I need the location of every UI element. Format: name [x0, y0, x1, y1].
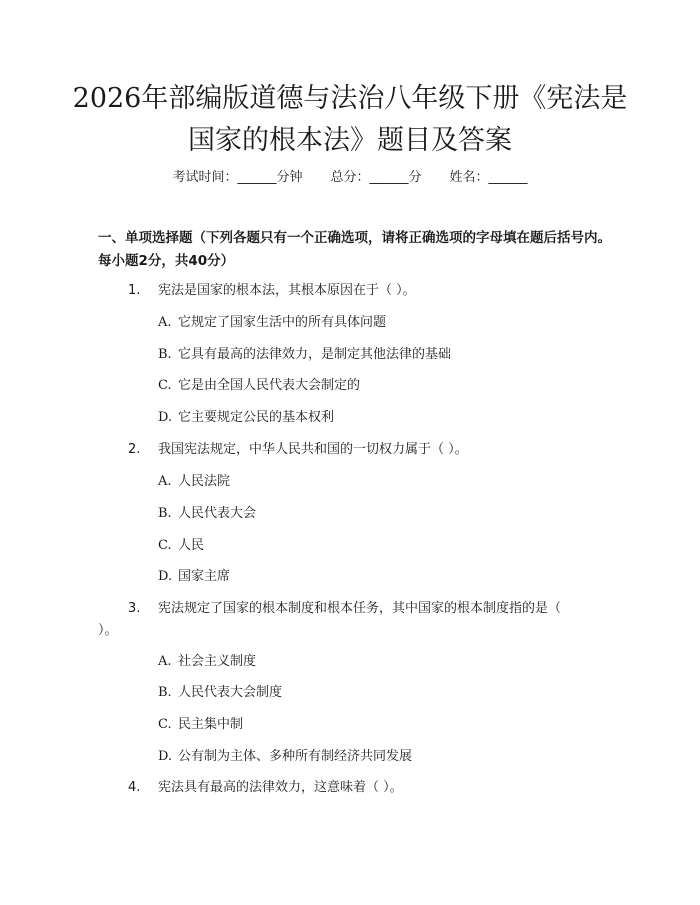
option-1d [158, 408, 618, 428]
question-text: 宪法具有最高的法律效力，这意味着（ ）。 [158, 780, 403, 795]
option-text: 人民代表大会制度 [178, 685, 283, 700]
option-2a [158, 472, 618, 492]
student-name: 姓名：______ [449, 170, 528, 185]
option-text: 民主集中制 [178, 717, 244, 732]
option-1a [158, 313, 618, 333]
option-text: 它主要规定公民的基本权利 [178, 410, 335, 425]
option-3a [158, 652, 618, 672]
option-letter: C. [158, 717, 172, 732]
question-4 [98, 777, 618, 799]
option-letter: A. [158, 474, 172, 489]
option-letter: C. [158, 538, 172, 553]
question-number: 1. [128, 283, 141, 298]
exam-time: 考试时间：______分钟 [172, 170, 303, 185]
option-text: 公有制为主体、多种所有制经济共同发展 [178, 749, 413, 764]
option-text: 人民代表大会 [178, 506, 257, 521]
option-letter: B. [158, 506, 172, 521]
document-title: 2026年部编版道德与法治八年级下册《宪法是国家的根本法》题目及答案 [72, 83, 628, 156]
question-3 [98, 598, 568, 642]
option-letter: A. [158, 315, 172, 330]
question-text: 宪法规定了国家的根本制度和根本任务，其中国家的根本制度指的是（ ）。 [98, 601, 562, 638]
option-letter: A. [158, 654, 172, 669]
question-number: 3. [128, 601, 141, 616]
exam-total-score: 总分：______分 [330, 170, 422, 185]
option-letter: D. [158, 569, 173, 584]
option-2d [158, 567, 618, 587]
option-2c [158, 536, 618, 556]
option-3d [158, 747, 618, 767]
option-text: 它具有最高的法律效力，是制定其他法律的基础 [178, 347, 452, 362]
question-text: 我国宪法规定，中华人民共和国的一切权力属于（ ）。 [158, 442, 468, 457]
question-number: 2. [128, 442, 141, 457]
question-1 [98, 280, 618, 302]
option-letter: D. [158, 410, 173, 425]
option-1b [158, 345, 618, 365]
option-letter: C. [158, 378, 172, 393]
option-text: 它是由全国人民代表大会制定的 [178, 378, 361, 393]
question-text: 宪法是国家的根本法，其根本原因在于（ ）。 [158, 283, 416, 298]
option-letter: B. [158, 347, 172, 362]
option-2b [158, 504, 618, 524]
question-number: 4. [128, 780, 141, 795]
option-text: 社会主义制度 [178, 654, 257, 669]
option-text: 人民 [178, 538, 205, 553]
question-2 [98, 439, 618, 461]
option-letter: B. [158, 685, 172, 700]
option-3c [158, 715, 618, 735]
option-text: 人民法院 [178, 474, 231, 489]
section-heading: 一、单项选择题（下列各题只有一个正确选项，请将正确选项的字母填在题后括号内。每小题2分，共40分） [98, 230, 611, 269]
exam-info [0, 168, 700, 188]
option-1c [158, 376, 618, 396]
option-3b [158, 683, 618, 703]
option-text: 国家主席 [178, 569, 231, 584]
option-letter: D. [158, 749, 173, 764]
option-text: 它规定了国家生活中的所有具体问题 [178, 315, 387, 330]
